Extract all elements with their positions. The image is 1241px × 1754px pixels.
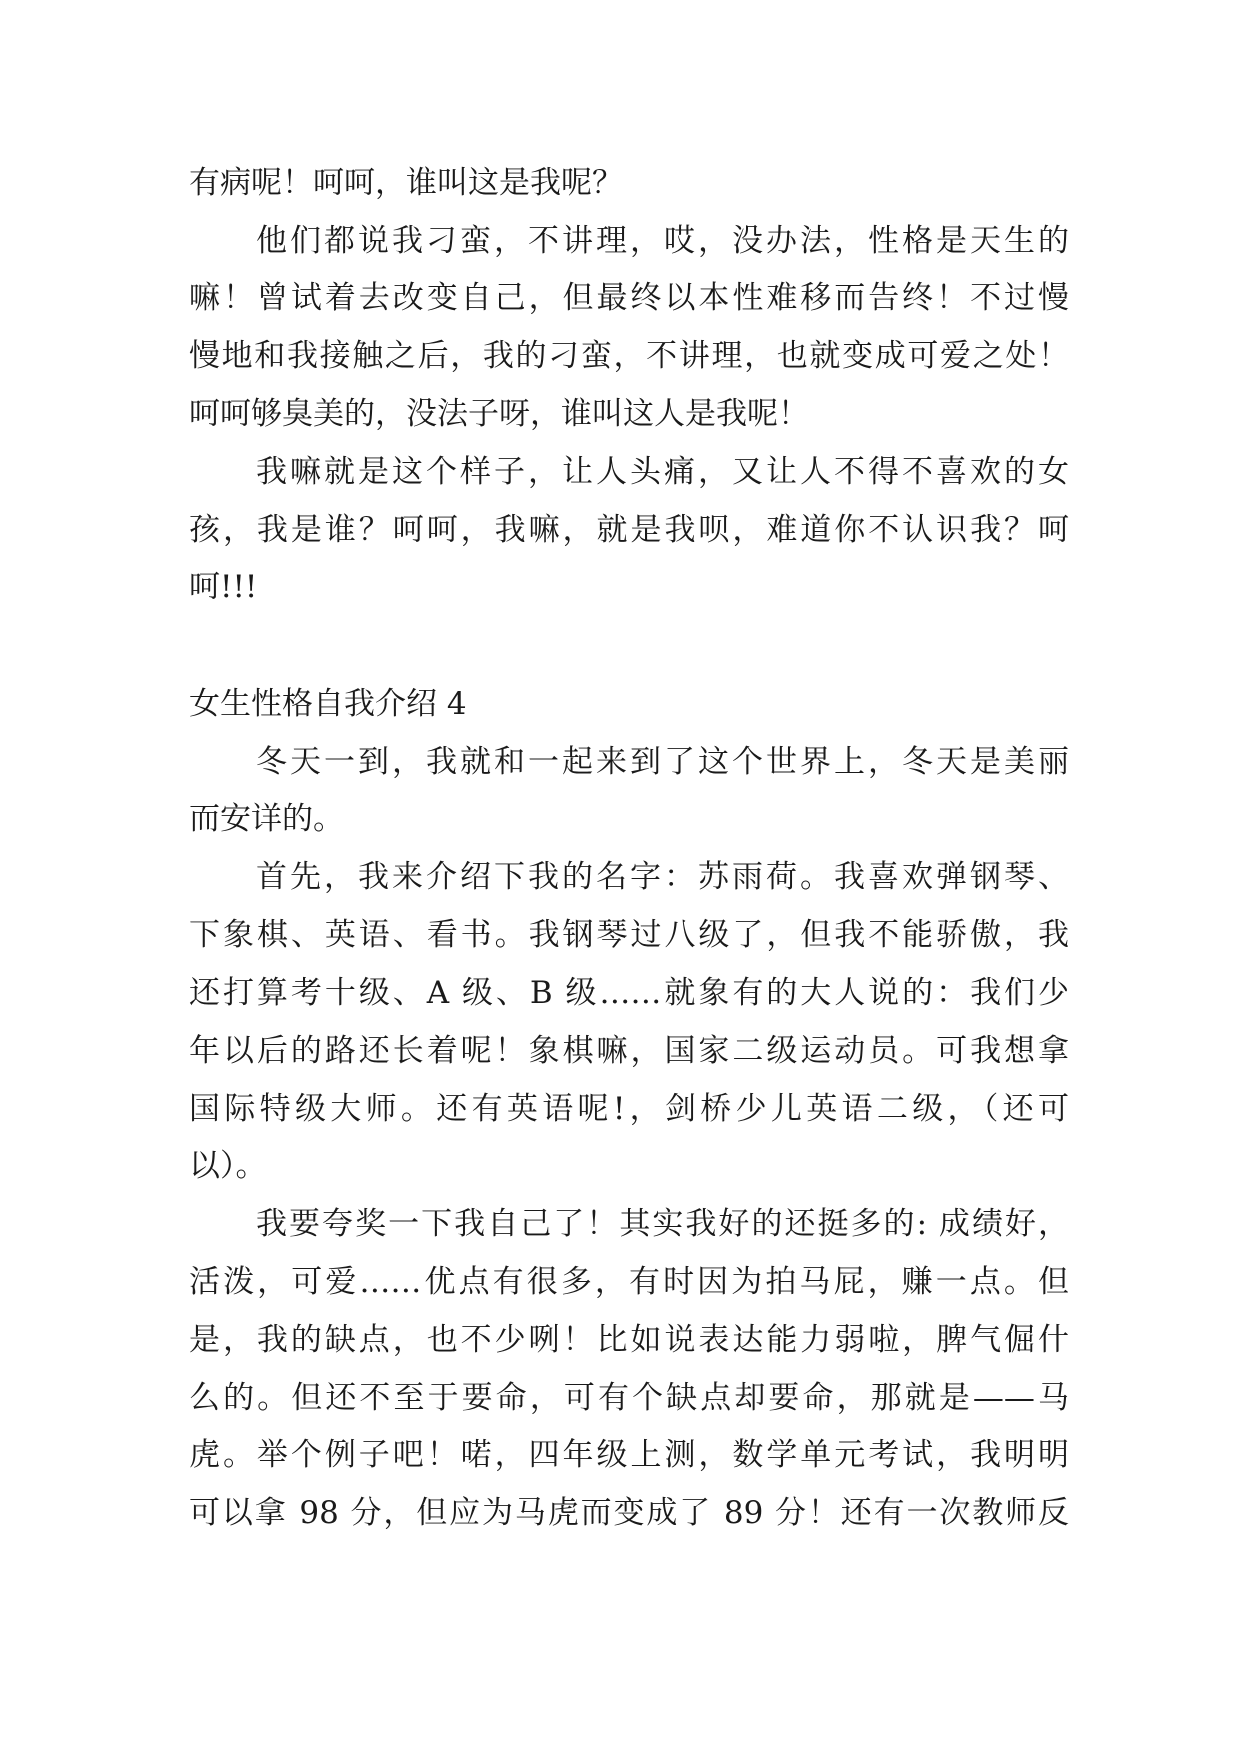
text-line: 国际特级大师。还有英语呢!，剑桥少儿英语二级，（还可 (189, 1091, 1069, 1127)
paragraph-first-line: 他们都说我刁蛮，不讲理，哎，没办法，性格是天生的 (256, 223, 1069, 259)
section-heading: 女生性格自我介绍 4 (189, 686, 467, 722)
text-line: 呵!!! (189, 569, 258, 605)
text-line: 嘛！曾试着去改变自己，但最终以本性难移而告终！不过慢 (189, 280, 1069, 316)
paragraph-first-line: 首先，我来介绍下我的名字：苏雨荷。我喜欢弹钢琴、 (256, 859, 1069, 895)
text-line: 年以后的路还长着呢！象棋嘛，国家二级运动员。可我想拿 (189, 1033, 1069, 1069)
text-line: 还打算考十级、A 级、B 级……就象有的大人说的：我们少 (189, 975, 1069, 1011)
text-line: 么的。但还不至于要命，可有个缺点却要命，那就是——马 (189, 1380, 1069, 1416)
text-line: 有病呢！呵呵，谁叫这是我呢？ (189, 165, 623, 201)
paragraph-first-line: 我嘛就是这个样子，让人头痛，又让人不得不喜欢的女 (256, 454, 1069, 490)
text-line: 是，我的缺点，也不少咧！比如说表达能力弱啦，脾气倔什 (189, 1322, 1069, 1358)
text-line: 以）。 (189, 1148, 267, 1184)
text-line: 下象棋、英语、看书。我钢琴过八级了，但我不能骄傲，我 (189, 917, 1069, 953)
text-line: 虎。举个例子吧！喏，四年级上测，数学单元考试，我明明 (189, 1437, 1069, 1473)
text-line: 而安详的。 (189, 801, 344, 837)
paragraph-first-line: 冬天一到，我就和一起来到了这个世界上，冬天是美丽 (256, 744, 1069, 780)
text-line: 活泼，可爱……优点有很多，有时因为拍马屁，赚一点。但 (189, 1264, 1069, 1300)
text-line: 慢地和我接触之后，我的刁蛮，不讲理，也就变成可爱之处！ (189, 338, 1069, 374)
text-line: 可以拿 98 分，但应为马虎而变成了 89 分！还有一次教师反 (189, 1495, 1069, 1531)
text-line: 孩，我是谁？呵呵，我嘛，就是我呗，难道你不认识我？呵 (189, 512, 1069, 548)
paragraph-first-line: 我要夸奖一下我自己了！其实我好的还挺多的: 成绩好， (256, 1206, 1069, 1242)
text-line: 呵呵够臭美的，没法子呀，谁叫这人是我呢！ (189, 396, 809, 432)
